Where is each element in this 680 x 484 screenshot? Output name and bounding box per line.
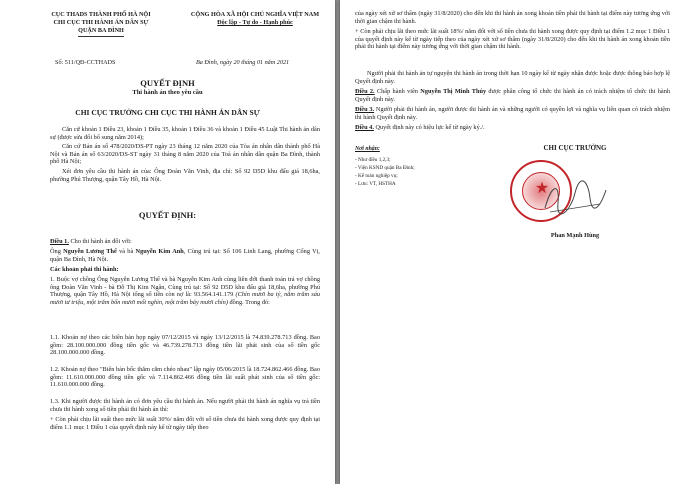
article-4 [355,124,670,132]
recipient-item: - Như điều 1,2,3; [355,157,391,163]
article-4-label: Điều 4. [355,124,374,131]
agency-line-3: QUẬN BA ĐÌNH [78,27,124,34]
clause-1-3: 1.3. Khi người được thi hành án có đơn yêu cầu thi hành án. Nếu người phải thi hành án nghĩa vụ trả tiền chưa thi hành xong số tiền phải thi hành án thì: [50,398,320,413]
clauses-label: Các khoản phải thi hành: [50,266,119,273]
agency-underline [78,36,124,37]
signer-name: Phan Mạnh Hùng [550,232,600,239]
article-1-intro-text: Cho thi hành án đối với: [70,238,132,245]
document-page-1 [0,0,335,484]
clause-1 [50,276,320,306]
agency-line-1: CỤC THADS THÀNH PHỐ HÀ NỘI [51,11,151,18]
agency-line-2: CHI CỤC THI HÀNH ÁN DÂN SỰ [53,19,149,26]
document-page-2 [340,0,680,484]
parties-address: , Cùng trú tại: Số 106 Linh Lang, phường Cống Vị, quận Ba Đình, Hà Nội. [50,248,320,263]
signature-mark [540,178,610,218]
document-number: Số: 511/QĐ-CCTHADS [55,59,116,66]
clause-1-text: 1. Buộc vợ chồng Ông Nguyễn Lương Thế và bà Nguyễn Kim Anh cùng liên đới thanh toán trả vợ chồng ông Đoàn Văn Vinh - bà Đỗ Thị Kim Ngân, Cùng trú tại: Số 92 D5D khu đấu giá 18,6ha, phường Phú Thượng, quận Tây Hồ, Hà Nội tổng số tiền còn nợ là: 93.564.141.179 [50,276,320,299]
article-4-text: Quyết định này có hiệu lực kể từ ngày ký./. [375,124,485,131]
parties-prefix: Ông [50,248,64,255]
article-3-text: Người phải thi hành án, người được thi hành án và những người có quyền lợi và nghĩa vụ liên quan có trách nhiệm thi hành Quyết định này. [355,106,670,121]
clause-1-words: (Chín mươi ba tỷ, năm trăm sáu mươi tư triệu, một trăm bốn mươi mốt nghìn, một trăm bảy mươi chín) [50,291,320,306]
article-2 [355,88,670,103]
recipients-label: Nơi nhận: [355,146,380,152]
clause-1-2: 1.2. Khoản nợ theo "Biên bản bốc thăm cắm chéo nhau" lập ngày 05/06/2015 là 18.724.862.466 đồng. Bao gồm: 11.610.000.000 đồng tiền gốc và 7.114.862.466 đồng tiền lãi suất phát sinh của số tiền gốc: 11.610.000.000 đồng. [50,366,320,389]
star-icon: ★ [534,180,550,197]
basis-paragraph-3: Xét đơn yêu cầu thi hành án của: Ông Đoàn Văn Vinh, địa chỉ: Số 92 D5D khu đấu giá 18,6ha, phường Phú Thượng, quận Tây Hồ, Hà Nội. [50,168,320,183]
enforcement-officer-name: Nguyễn Thị Minh Thúy [420,88,487,95]
party-2-name: Nguyễn Kim Anh [135,248,184,255]
clause-1-1: 1.1. Khoản nợ theo các biên bản họp ngày 07/12/2015 và ngày 13/12/2015 là 74.839.278.713 đồng. Bao gồm: 28.100.000.000 đồng tiền gốc và 46.739.278.713 đồng tiền lãi phát sinh của số tiền gốc 28.100.000.000 đồng. [50,334,320,357]
article-2-label: Điều 2. [355,88,375,95]
place-date: Ba Đình, ngày 20 tháng 01 năm 2021 [196,59,290,66]
article-2-text: được phân công tổ chức thi hành án có trách nhiệm tổ chức thi hành Quyết định này. [355,88,670,103]
basis-paragraph-1: Căn cứ khoản 1 Điều 23, khoản 1 Điều 35, khoản 1 Điều 36 và khoản 1 Điều 45 Luật Thi hành án dân sự (được sửa đổi bổ sung năm 2014); [50,126,320,141]
issuing-authority: CHI CỤC TRƯỞNG CHI CỤC THI HÀNH ÁN DÂN SỰ [75,108,260,117]
party-1-name: Nguyễn Lương Thế [63,248,117,255]
recipients-list [355,156,415,188]
parties-mid: và bà [116,248,136,255]
clause-1-end: đồng. Trong đó: [229,298,270,306]
country-line-1: CỘNG HÒA XÃ HỘI CHỦ NGHĨA VIỆT NAM [190,11,320,18]
article-1-label: Điều 1. [50,238,69,245]
continuation-1: của ngày xét xử sơ thẩm (ngày 31/8/2020) cho đến khi thi hành án xong khoản tiền phải thi hành tại điểm này tương ứng với thời gian chậm thi hành. [355,10,670,25]
country-line-2: Độc lập - Tự do - Hạnh phúc [217,19,293,26]
document-title: QUYẾT ĐỊNH [140,78,195,88]
recipient-item: - Viện KSND quận Ba Đình; [355,165,415,171]
article-3 [355,106,670,121]
recipient-item: - Kế toán nghiệp vụ; [355,173,398,179]
article-2-prefix: Chấp hành viên [376,88,421,95]
article-1-parties [50,248,320,263]
article-3-label: Điều 3. [355,106,375,113]
signer-title: CHI CỤC TRƯỞNG [543,144,607,152]
document-subtitle: Thi hành án theo yêu cầu [132,89,203,96]
continuation-2: + Còn phải chịu lãi theo mức lãi suất 18%/ năm đối với số tiền chưa thi hành xong được quy định tại điểm 1.2 mục 1 Điều 1 của quyết định này kể từ ngày tiếp theo của ngày xét xử sơ thẩm (ngày 31/8/2020) cho đến khi thi hành án xong khoản tiền phải thi hành tại điểm này tương ứng với thời gian chậm thi hành. [355,28,670,51]
clause-1-4: + Còn phải chịu lãi suất theo mức lãi suất 30%/ năm đối với số tiền chưa thi hành xong được quy định tại điểm 1.1 mục 1 Điều 1 của quyết định này kể từ ngày tiếp theo [50,416,320,431]
decision-heading: QUYẾT ĐỊNH: [138,210,197,220]
basis-paragraph-2: Căn cứ Bản án số 478/2020/DS-PT ngày 23 tháng 12 năm 2020 của Tòa án nhân dân thành phố Hà Nội và Bản án số 63/2020/DS-ST ngày 31 tháng 8 năm 2020 của Toà án nhân dân quận Ba Đình, thành phố Hà Nội; [50,143,320,166]
continuation-3: Người phải thi hành án tự nguyện thi hành án trong thời hạn 10 ngày kể từ ngày nhận được hoặc được thông báo hợp lệ Quyết định này. [355,70,670,85]
recipient-item: - Lưu: VT, HSTHA [355,181,396,187]
article-1-intro [50,238,320,246]
